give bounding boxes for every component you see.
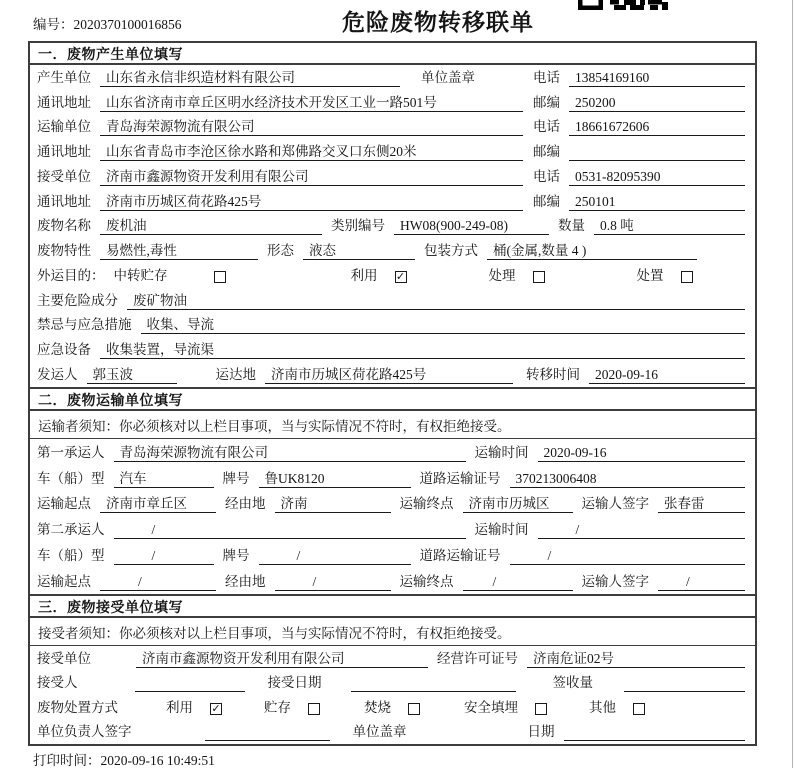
date-field	[564, 723, 746, 741]
transporter-address-field: 山东省青岛市李沧区徐水路和郑佛路交叉口东侧20米	[100, 143, 523, 161]
row-receiver	[30, 164, 755, 189]
row-producer	[30, 65, 755, 90]
checkbox-disposal-storage	[308, 703, 320, 715]
transporter-zip-field	[569, 143, 745, 161]
carrier1-vehicle-field: 汽车	[114, 470, 214, 488]
shipper-label: 发运人	[37, 366, 78, 382]
receiver-zip-field: 250101	[569, 193, 745, 211]
section2-header: 二．废物运输单位填写	[30, 387, 755, 411]
category-field: HW08(900-249-08)	[394, 217, 549, 235]
zip-label: 邮编	[533, 144, 560, 160]
accept-date-field	[351, 674, 516, 692]
transport-time-label: 运输时间	[474, 444, 529, 460]
plate-label: 牌号	[222, 548, 250, 564]
hazard-field: 废矿物油	[127, 292, 745, 310]
checkbox-disposal-other	[633, 703, 645, 715]
road-license-label: 道路运输证号	[419, 548, 501, 564]
unit-seal-label: 单位盖章	[352, 724, 407, 739]
accept-date-label: 接受日期	[267, 675, 322, 690]
serial-label: 编号：	[33, 17, 74, 32]
waste-name-field: 废机油	[100, 217, 322, 235]
section2-body	[30, 439, 755, 594]
row-carrier1-vehicle	[30, 465, 755, 491]
print-time-label: 打印时间：	[33, 753, 101, 768]
section1-body	[30, 65, 755, 387]
via-label: 经由地	[225, 496, 266, 512]
row-waste-traits	[30, 238, 755, 263]
responsible-sign-field	[205, 723, 330, 741]
disposal-option-storage: 贮存	[264, 699, 291, 715]
unit-seal-label: 单位盖章	[421, 69, 475, 85]
row-disposal	[30, 695, 755, 720]
carrier1-label: 第一承运人	[37, 444, 105, 460]
row-taboo	[30, 313, 755, 338]
carrier2-via-field: /	[275, 573, 391, 591]
producer-zip-field: 250200	[569, 94, 745, 112]
checkbox-disposal-landfill	[535, 703, 547, 715]
row-carrier2-route	[30, 568, 755, 594]
phone-label: 电话	[533, 69, 560, 85]
producer-label: 产生单位	[37, 69, 91, 85]
checkbox-disposal-utilize-checked	[210, 703, 222, 715]
row-equipment	[30, 337, 755, 362]
date-label: 日期	[527, 724, 555, 739]
phone-label: 电话	[533, 119, 560, 135]
checkbox-dispose	[681, 271, 693, 283]
disposal-option-other: 其他	[589, 699, 616, 715]
carrier1-license-field: 370213006408	[510, 470, 746, 488]
carrier2-end-field: /	[463, 573, 573, 591]
print-time-value: 2020-09-16 10:49:51	[100, 753, 215, 768]
carrier2-field: /	[114, 521, 466, 539]
carrier1-time-field: 2020-09-16	[538, 444, 746, 462]
producer-field: 山东省永信非织造材料有限公司	[100, 69, 400, 87]
transporter-field: 青岛海荣源物流有限公司	[100, 118, 523, 136]
accept-unit-field: 济南市鑫源物资开发利用有限公司	[136, 650, 428, 668]
page-edge-line	[792, 0, 793, 768]
disposal-option-landfill: 安全填埋	[464, 699, 518, 715]
row-accept-unit	[30, 646, 755, 671]
hazard-label: 主要危险成分	[37, 292, 118, 308]
traits-field: 易燃性,毒性	[100, 242, 258, 260]
row-purpose	[30, 263, 755, 288]
equipment-field: 收集装置，导流渠	[100, 341, 745, 359]
section3-header: 三．废物接受单位填写	[30, 594, 755, 618]
carrier2-sign-field: /	[658, 573, 745, 591]
responsible-sign-label: 单位负责人签字	[37, 724, 132, 739]
carrier1-field: 青岛海荣源物流有限公司	[114, 444, 466, 462]
row-responsible-sign	[30, 720, 755, 745]
permit-label: 经营许可证号	[437, 650, 518, 666]
phone-label: 电话	[533, 168, 560, 184]
row-carrier1-route	[30, 491, 755, 517]
row-producer-address	[30, 90, 755, 115]
checkbox-utilize-checked	[395, 271, 407, 283]
origin-label: 运输起点	[37, 496, 91, 512]
row-transporter-address	[30, 139, 755, 164]
destination-field: 济南市历城区荷花路425号	[265, 366, 513, 384]
road-license-label: 道路运输证号	[419, 470, 501, 486]
disposal-option-incinerate: 焚烧	[364, 699, 391, 715]
amount-field	[624, 674, 745, 692]
print-time	[33, 749, 215, 769]
receiver-field: 济南市鑫源物资开发利用有限公司	[100, 168, 523, 186]
carrier2-time-field: /	[538, 521, 746, 539]
check-mark-icon: ✓	[211, 702, 221, 715]
receiver-notice: 接受者须知：你必须核对以上栏目事项，当与实际情况不符时，有权拒绝接受。	[30, 618, 755, 646]
amount-label: 签收量	[552, 675, 593, 690]
purpose-option-transfer-storage: 中转贮存	[113, 267, 168, 283]
vehicle-type-label: 车（船）型	[37, 470, 105, 486]
transfer-time-label: 转移时间	[526, 366, 580, 382]
via-label: 经由地	[225, 573, 266, 589]
checkbox-transfer-storage	[214, 271, 226, 283]
qr-code-fragment	[578, 0, 670, 10]
quantity-label: 数量	[558, 218, 585, 234]
transport-time-label: 运输时间	[474, 522, 529, 538]
plate-label: 牌号	[222, 470, 250, 486]
disposal-option-utilize: 利用	[166, 699, 193, 715]
vehicle-type-label: 车（船）型	[37, 548, 105, 564]
quantity-field: 0.8 吨	[594, 217, 745, 235]
permit-field: 济南危证02号	[527, 650, 745, 668]
section3-body	[30, 646, 755, 744]
checkbox-disposal-incinerate	[408, 703, 420, 715]
end-label: 运输终点	[399, 573, 454, 589]
address-label: 通讯地址	[37, 144, 91, 160]
row-waste-name	[30, 214, 755, 239]
receiver-phone-field: 0531-82095390	[569, 168, 745, 186]
carrier2-license-field: /	[510, 547, 746, 565]
carrier1-via-field: 济南	[275, 495, 391, 513]
address-label: 通讯地址	[37, 94, 91, 110]
receiver-label: 接受单位	[37, 168, 91, 184]
transporter-phone-field: 18661672606	[569, 118, 745, 136]
origin-label: 运输起点	[37, 573, 91, 589]
packing-field: 桶(金属,数量 4 )	[487, 242, 697, 260]
row-carrier2	[30, 516, 755, 542]
purpose-label: 外运目的：	[37, 267, 105, 283]
destination-label: 运达地	[215, 366, 256, 382]
end-label: 运输终点	[399, 496, 454, 512]
taboo-label: 禁忌与应急措施	[37, 317, 132, 333]
packing-label: 包装方式	[424, 243, 478, 259]
accept-unit-label: 接受单位	[37, 650, 91, 666]
category-label: 类别编号	[331, 218, 385, 234]
row-transporter	[30, 115, 755, 140]
carrier2-label: 第二承运人	[37, 522, 105, 538]
row-hazard	[30, 288, 755, 313]
carrier2-origin-field: /	[100, 573, 216, 591]
producer-address-field: 山东省济南市章丘区明水经济技术开发区工业一路501号	[100, 94, 523, 112]
check-mark-icon: ✓	[395, 270, 406, 283]
purpose-option-utilize: 利用	[350, 267, 378, 283]
row-shipper	[30, 362, 755, 387]
carrier2-vehicle-field: /	[114, 547, 214, 565]
disposal-label: 废物处置方式	[37, 699, 118, 715]
zip-label: 邮编	[533, 193, 560, 209]
carrier2-plate-field: /	[259, 547, 411, 565]
waste-name-label: 废物名称	[37, 218, 91, 234]
row-receiver-address	[30, 189, 755, 214]
purpose-option-dispose: 处置	[636, 267, 664, 283]
transfer-time-field: 2020-09-16	[589, 366, 745, 384]
zip-label: 邮编	[533, 94, 560, 110]
address-label: 通讯地址	[37, 193, 91, 209]
row-carrier2-vehicle	[30, 542, 755, 568]
form-label: 形态	[267, 243, 294, 259]
taboo-field: 收集、导流	[141, 316, 746, 334]
purpose-option-treat: 处理	[488, 267, 516, 283]
carrier1-plate-field: 鲁UK8120	[259, 470, 411, 488]
form-field: 液态	[303, 242, 415, 260]
page-title: 危险废物转移联单	[342, 9, 534, 35]
transfer-form	[28, 41, 757, 746]
row-accept-person	[30, 671, 755, 696]
equipment-label: 应急设备	[37, 342, 91, 358]
transporter-label: 运输单位	[37, 119, 91, 135]
transporter-notice: 运输者须知：你必须核对以上栏目事项，当与实际情况不符时，有权拒绝接受。	[30, 411, 755, 439]
serial-value: 2020370100016856	[73, 17, 182, 32]
checkbox-treat	[533, 271, 545, 283]
producer-phone-field: 13854169160	[569, 69, 745, 87]
section1-header: 一．废物产生单位填写	[30, 43, 755, 65]
carrier1-sign-field: 张春雷	[658, 495, 745, 513]
shipper-field: 郭玉波	[87, 366, 177, 384]
carrier1-end-field: 济南市历城区	[463, 495, 573, 513]
row-carrier1	[30, 439, 755, 465]
accept-person-field	[135, 674, 245, 692]
carrier-sign-label: 运输人签字	[581, 573, 649, 589]
accept-person-label: 接受人	[37, 675, 78, 690]
carrier-sign-label: 运输人签字	[581, 496, 649, 512]
traits-label: 废物特性	[37, 243, 91, 259]
carrier1-origin-field: 济南市章丘区	[100, 495, 216, 513]
receiver-address-field: 济南市历城区荷花路425号	[100, 193, 523, 211]
